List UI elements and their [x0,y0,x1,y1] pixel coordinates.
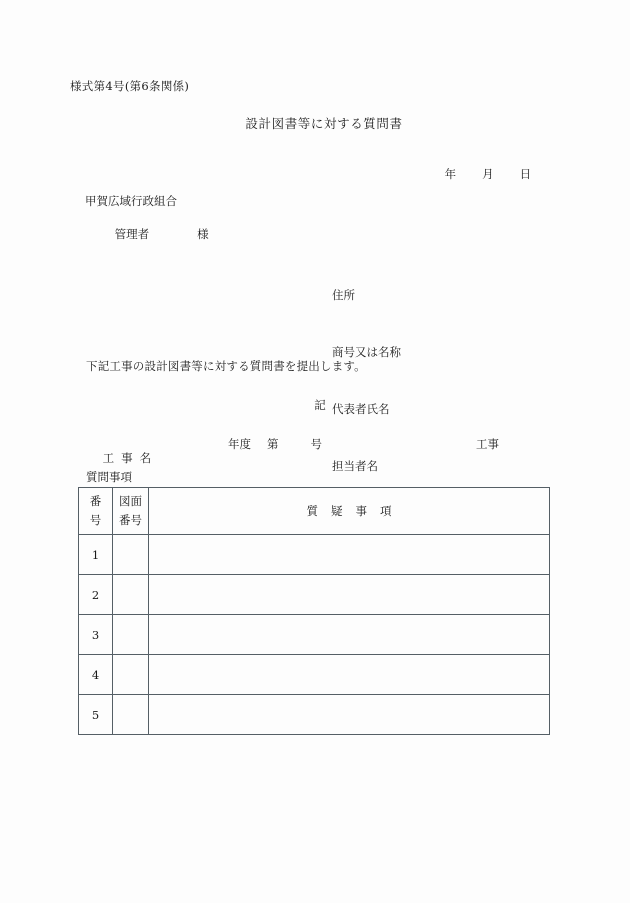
row-number-cell: 4 [79,655,113,695]
sender-field-company-name: 商号又は名称 [332,345,401,359]
sender-field-address: 住所 [332,288,355,302]
work-trailing-label: 工事 [476,437,499,451]
row-drawing-number-cell[interactable] [113,655,149,695]
date-year-label: 年 [444,167,457,181]
sender-field-contact-person: 担当者名 [332,459,378,473]
row-number-cell: 5 [79,695,113,735]
column-header-drawing-number [113,488,149,535]
column-header-question-items [149,488,550,535]
addressee-honorific: 様 [197,227,209,241]
addressee-role-label: 管理者 [114,227,150,241]
number-prefix-label: 第 [267,437,279,451]
row-number-cell: 2 [79,575,113,615]
column-header-drawing-number-line2: 番号 [119,513,142,527]
row-question-cell[interactable] [149,535,550,575]
row-drawing-number-cell[interactable] [113,535,149,575]
table-row [79,655,550,695]
form-number: 様式第4号(第6条関係) [70,79,190,93]
number-suffix-label: 号 [310,437,322,451]
work-number-group [228,436,322,452]
sender-field-representative: 代表者氏名 [332,402,390,416]
row-drawing-number-cell[interactable] [113,615,149,655]
row-question-cell[interactable] [149,655,550,695]
row-question-cell[interactable] [149,695,550,735]
column-header-number [79,488,113,535]
column-header-number-line1: 番 [89,494,102,508]
addressee-organization: 甲賀広域行政組合 [85,194,177,208]
work-name-label: 工事名 [102,451,159,465]
ki-marker: 記 [314,398,326,412]
row-number-cell: 1 [79,535,113,575]
table-row [79,695,550,735]
addressee-role-line [100,212,209,256]
row-question-cell[interactable] [149,575,550,615]
table-row [79,535,550,575]
row-drawing-number-cell[interactable] [113,575,149,615]
row-drawing-number-cell[interactable] [113,695,149,735]
table-header-row [79,488,550,535]
column-header-drawing-number-line1: 図面 [119,494,142,508]
column-header-number-line2: 号 [89,513,102,527]
date-day-label: 日 [519,167,532,181]
question-table [78,487,550,735]
fiscal-year-label: 年度 [228,437,251,451]
column-header-question-items-text: 質疑事項 [306,504,405,518]
question-section-label: 質問事項 [86,470,132,484]
date-month-label: 月 [482,167,494,181]
table-body [79,535,550,735]
row-question-cell[interactable] [149,615,550,655]
document-title: 設計図書等に対する質問書 [245,116,403,131]
row-number-cell: 3 [79,615,113,655]
date-line [430,152,531,196]
table-row [79,615,550,655]
submission-statement: 下記工事の設計図書等に対する質問書を提出します。 [86,359,366,373]
table-row [79,575,550,615]
